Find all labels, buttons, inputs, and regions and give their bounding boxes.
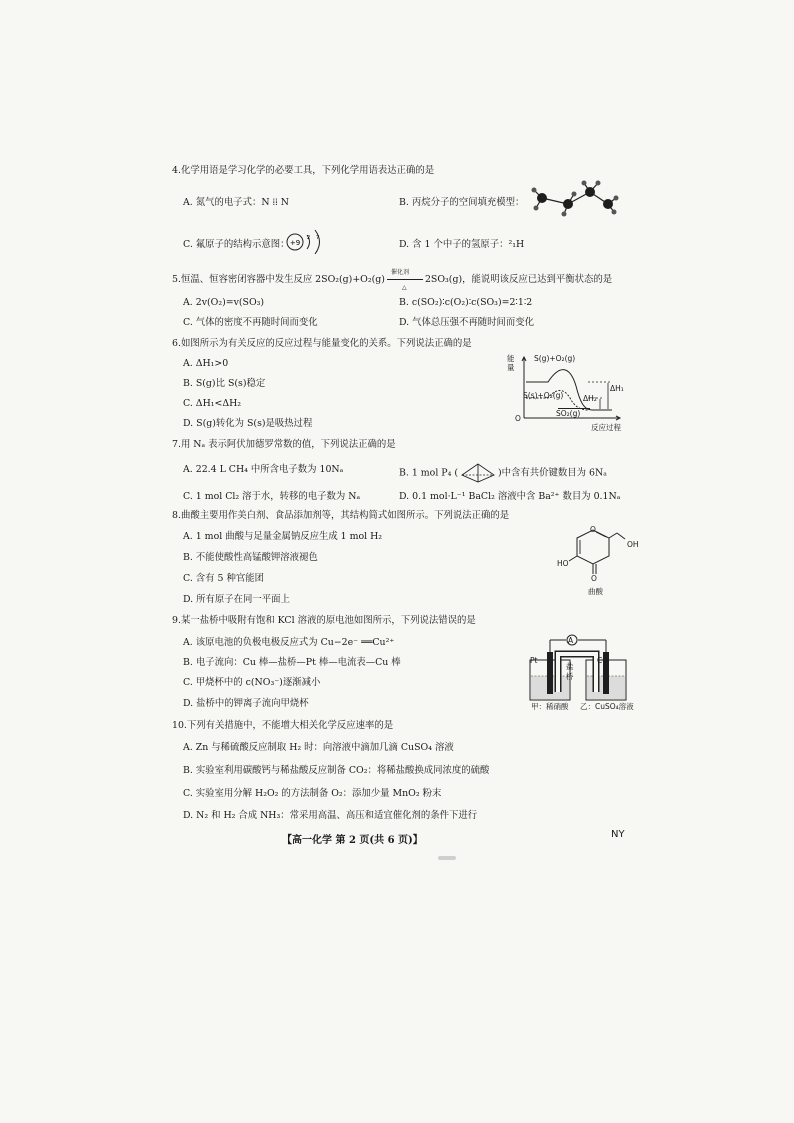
hydroxyl-left-label: HO: [557, 559, 569, 568]
q7-option-c: C. 1 mol Cl₂ 溶于水，转移的电子数为 Nₐ: [183, 491, 361, 502]
q9-option-d: D. 盐桥中的钾离子流向甲烧杯: [183, 698, 309, 709]
carbonyl-oxygen-label: O: [591, 574, 597, 583]
q6-stem: 6.如图所示为有关反应的反应过程与能量变化的关系。下列说法正确的是: [172, 338, 472, 349]
reaction-progress-label: 反应过程: [591, 423, 621, 432]
q7-option-b-after: )中含有共价键数目为 6Nₐ: [498, 467, 607, 479]
q10-option-a: A. Zn 与稀硫酸反应制取 H₂ 时：向溶液中滴加几滴 CuSO₄ 溶液: [183, 742, 454, 753]
scan-smudge: [438, 856, 456, 860]
fluorine-atom-structure-diagram: [285, 228, 335, 256]
galvanic-cell-diagram: [526, 632, 632, 712]
catalyst-label: 催化剂: [390, 268, 409, 276]
q5-option-c: C. 气体的密度不再随时间而变化: [183, 317, 318, 328]
q8-option-a: A. 1 mol 曲酸与足量金属钠反应生成 1 mol H₂: [183, 531, 383, 542]
level-sg-label: S(g)+O₂(g): [534, 354, 576, 363]
ring-oxygen-label: O: [590, 525, 596, 534]
page-footer: 【高一化学 第 2 页(共 6 页)】: [282, 835, 423, 846]
right-beaker-label: 乙：CuSO₄溶液: [580, 702, 634, 711]
q6-option-c: C. ΔH₁<ΔH₂: [183, 398, 242, 409]
q5-option-a: A. 2v(O₂)=v(SO₃): [183, 297, 265, 308]
delta-h2-label: ΔH₂: [583, 394, 597, 403]
heat-label: △: [401, 283, 407, 291]
svg-text:7: 7: [316, 235, 320, 241]
fluorine-nucleus-charge: +9: [289, 239, 301, 247]
q7-option-a: A. 22.4 L CH₄ 中所含电子数为 10Nₐ: [183, 464, 344, 475]
q4-stem: 4.化学用语是学习化学的必要工具，下列化学用语表达正确的是: [172, 165, 435, 176]
q4-option-c: C. 氟原子的结构示意图：: [183, 239, 290, 250]
q8-option-c: C. 含有 5 种官能团: [183, 573, 264, 584]
q5-stem-before: 5.恒温、恒容密闭容器中发生反应 2SO₂(g)+O₂(g): [172, 274, 385, 285]
left-beaker-label: 甲：稀硝酸: [531, 702, 569, 711]
p4-tetrahedron-icon: [458, 463, 498, 483]
propane-space-filling-model-icon: [528, 180, 618, 216]
ammeter-icon: A: [568, 636, 574, 645]
exam-code: NY: [611, 829, 625, 840]
q6-option-d: D. S(g)转化为 S(s)是吸热过程: [183, 418, 313, 429]
q9-option-c: C. 甲烧杯中的 c(NO₃⁻)逐渐减小: [183, 677, 321, 688]
q10-option-c: C. 实验室用分解 H₂O₂ 的方法制备 O₂：添加少量 MnO₂ 粉末: [183, 788, 442, 799]
q5-stem: [172, 268, 613, 291]
q7-option-b: [399, 463, 607, 483]
salt-bridge-label-2: 桥: [566, 672, 574, 681]
q6-option-a: A. ΔH₁>0: [183, 358, 229, 369]
q4-option-b: B. 丙烷分子的空间填充模型：: [399, 197, 525, 208]
q10-stem: 10.下列有关措施中，不能增大相关化学反应速率的是: [172, 720, 394, 731]
q5-option-b: B. c(SO₂)∶c(O₂)∶c(SO₃)=2∶1∶2: [399, 297, 533, 308]
origin-label: O: [515, 414, 521, 423]
q8-stem: 8.曲酸主要用作美白剂、食品添加剂等，其结构简式如图所示。下列说法正确的是: [172, 510, 510, 521]
kojic-acid-name: 曲酸: [588, 587, 603, 596]
cu-electrode-label: Cu: [597, 656, 607, 665]
energy-axis-label-1: 能: [507, 354, 515, 363]
hydroxyl-right-label: OH: [627, 540, 639, 549]
energy-axis-label-2: 量: [507, 363, 515, 372]
svg-text:2: 2: [307, 235, 311, 241]
q4-option-a: A. 氮气的电子式：N ⁞⁞ N: [183, 197, 289, 208]
q5-stem-after: 2SO₃(g)，能说明该反应已达到平衡状态的是: [424, 274, 613, 285]
q7-option-b-before: B. 1 mol P₄ (: [399, 467, 459, 479]
q10-option-b: B. 实验室利用碳酸钙与稀盐酸反应制备 CO₂：将稀盐酸换成同浓度的硫酸: [183, 765, 490, 776]
level-ss-label: S(s)+O₂(g): [523, 391, 564, 400]
q10-option-d: D. N₂ 和 H₂ 合成 NH₃：常采用高温、高压和适宜催化剂的条件下进行: [183, 810, 478, 821]
delta-h1-label: ΔH₁: [610, 384, 624, 393]
q5-option-d: D. 气体总压强不再随时间而变化: [399, 317, 535, 328]
q7-option-d: D. 0.1 mol·L⁻¹ BaCl₂ 溶液中含 Ba²⁺ 数目为 0.1Nₐ: [399, 491, 621, 502]
reversible-arrow-icon: [385, 268, 425, 291]
q4-option-d: D. 含 1 个中子的氢原子：²₁H: [399, 239, 525, 250]
q8-option-d: D. 所有原子在同一平面上: [183, 594, 290, 605]
q7-stem: 7.用 Nₐ 表示阿伏加德罗常数的值，下列说法正确的是: [172, 439, 396, 450]
q6-option-b: B. S(g)比 S(s)稳定: [183, 378, 266, 389]
q8-option-b: B. 不能使酸性高锰酸钾溶液褪色: [183, 552, 318, 563]
salt-bridge-label-1: 盐: [566, 662, 574, 671]
q9-option-b: B. 电子流向：Cu 棒—盐桥—Pt 棒—电流表—Cu 棒: [183, 657, 401, 668]
pt-electrode-label: Pt: [530, 656, 538, 665]
q9-option-a: A. 该原电池的负极电极反应式为 Cu−2e⁻ ══Cu²⁺: [183, 637, 395, 648]
level-so2-label: SO₂(g): [556, 409, 581, 418]
q9-stem: 9.某一盐桥中吸附有饱和 KCl 溶液的原电池如图所示，下列说法错误的是: [172, 615, 476, 626]
